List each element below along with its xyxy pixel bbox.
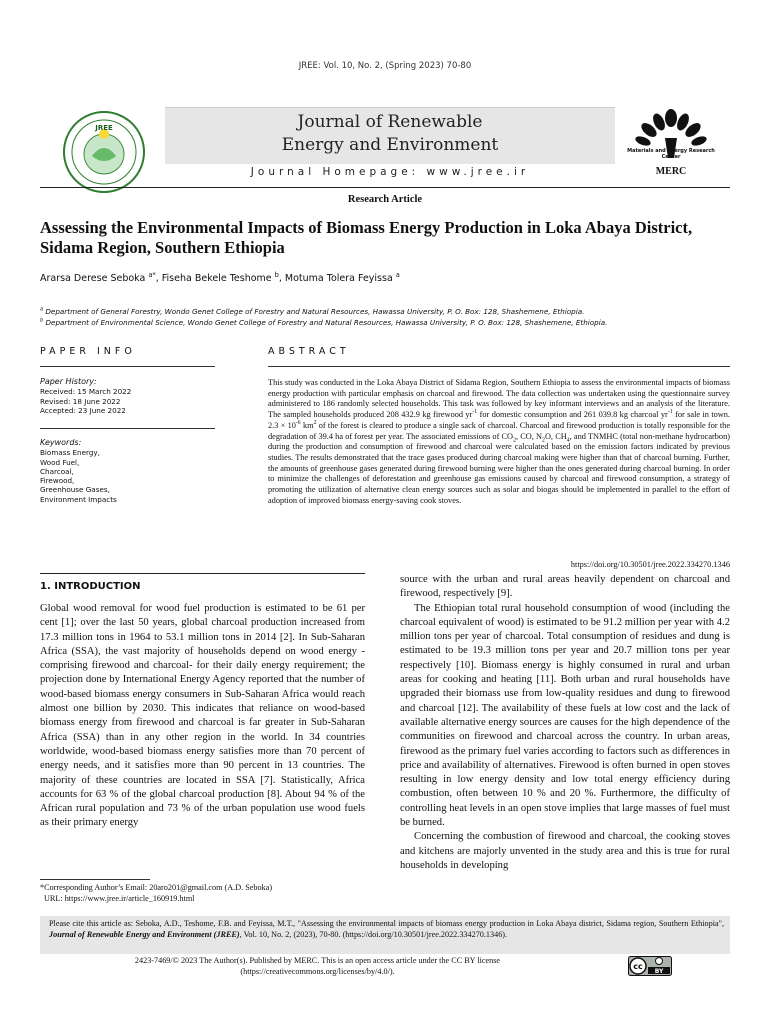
paper-info-heading: PAPER INFO [40, 346, 136, 357]
keyword: Environment Impacts [40, 494, 117, 504]
citation-text: Please cite this article as: Seboka, A.D., Teshome, F.B. and Feyissa, M.T., "Assessing the environmental impacts of biomass energy production in Loka Abaya district, Sidama region, Southern Ethiopia", Journal of Renewable Energy and Environment (JREE), Vol. 10, No. 2, (2023), 70-80. (https://doi.org/10.30501/jree.2022.334270.1346). [49, 919, 724, 939]
cc-by-license-icon[interactable] [628, 956, 672, 976]
keyword: Biomass Energy, [40, 448, 100, 458]
intro-right-column [400, 573, 730, 873]
doi-link[interactable]: https://doi.org/10.30501/jree.2022.334270.1346 [570, 560, 730, 569]
journal-title-line1: Journal of Renewable [297, 112, 483, 132]
merc-logo-text: Materials and Energy Research Center [627, 148, 715, 160]
article-title: Assessing the Environmental Impacts of Biomass Energy Production in Loka Abaya District, Sidama Region, Southern Ethiopia [40, 218, 693, 257]
affiliation-text: Department of Environmental Science, Wondo Genet College of Forestry and Natural Resources, Hawassa University, P. O. Box: 128, Shashemene, Ethiopia. [43, 318, 608, 327]
keyword: Greenhouse Gases, [40, 485, 110, 495]
author-list [40, 270, 730, 284]
footnote-rule [40, 879, 150, 880]
license-text [40, 955, 595, 977]
keywords-heading: Keywords: [40, 438, 82, 447]
footnote [40, 882, 370, 904]
author-name: Ararsa Derese Seboka [40, 273, 149, 284]
journal-seal-icon [62, 110, 146, 194]
license-line: 2423-7469/© 2023 The Author(s). Published by MERC. This is an open access article under the CC BY license [134, 956, 501, 965]
author-sup: a* [148, 270, 156, 279]
abstract-rule [268, 366, 730, 367]
svg-text:BY: BY [654, 968, 664, 975]
accepted-date: Accepted: 23 June 2022 [40, 405, 126, 415]
history-rule [40, 428, 215, 429]
publisher-label: MERC [655, 166, 687, 177]
journal-title-line2: Energy and Environment [281, 135, 499, 155]
paragraph: source with the urban and rural areas heavily dependent on charcoal and firewood, respectively [9]. [400, 574, 730, 600]
revised-date: Revised: 18 June 2022 [40, 396, 121, 406]
author-name: , Motuma Tolera Feyissa [278, 273, 396, 284]
affiliation-a [40, 307, 730, 316]
affiliation-b [40, 318, 730, 327]
svg-text:cc: cc [633, 962, 643, 971]
keyword: Wood Fuel, [40, 457, 80, 467]
paper-info-rule [40, 366, 215, 367]
running-header: JREE: Vol. 10, No. 2, (Spring 2023) 70-80 [298, 61, 472, 71]
seal-text: JREE [95, 124, 113, 132]
intro-rule [40, 573, 365, 574]
affiliation-text: Department of General Forestry, Wondo Genet College of Forestry and Natural Resources, Hawassa University, P. O. Box: 128, Shashemene, Ethiopia. [43, 307, 585, 316]
abstract-heading: ABSTRACT [268, 346, 350, 357]
keyword: Firewood, [40, 476, 75, 486]
history-heading: Paper History: [40, 377, 97, 386]
header-rule [40, 187, 730, 188]
author-name: , Fiseha Bekele Teshome [155, 273, 275, 284]
corresponding-email[interactable]: *Corresponding Author’s Email: 20aro201@gmail.com (A.D. Seboka) [40, 883, 273, 892]
author-sup: a [395, 270, 400, 279]
article-type: Research Article [347, 194, 423, 205]
affiliation-sup: a [40, 306, 44, 313]
author-sup: b [274, 270, 279, 279]
intro-left-column [40, 602, 365, 831]
keywords-block [40, 438, 215, 504]
received-date: Received: 15 March 2022 [40, 387, 132, 397]
intro-heading: 1. INTRODUCTION [40, 581, 141, 592]
paper-history [40, 377, 215, 415]
keyword: Charcoal, [40, 466, 74, 476]
paragraph: The Ethiopian total rural household consumption of wood (including the charcoal equivalent of wood) is estimated to be 91.2 million per year with 4.2 million tons per year of charcoal. Total consumption of residues and dung is estimated to be 19.3 million tons per year and 20.7 million tons per year respectively [10]. Biomass energy is highly consumed in rural and urban areas for cooking and heating [11]. Both urban and rural households have upgraded their biomass use from low-quality residues and dung to firewood and charcoal [12]. The availability of these fuels at low cost and the lack of available alternative energy sources are causes for the high dependence of the communities on firewood and charcoal across the country. In urban areas, firewood as the primary fuel varies according to factors such as differences in price and availability of alternatives. Firewood is often burned in open stoves resulting in low energy density and low total energy efficiency during combustion, often between 10 % and 20 %. Furthermore, the difficulty of controlling heat levels in an open stove implies that large masses of fuel must be burned. [400, 602, 730, 829]
abstract-text: This study was conducted in the Loka Abaya District of Sidama Region, Southern Ethiopia to assess the environmental impacts of biomass energy production with particular emphasis on charcoal and firewood. The data collection was undertaken using the questionnaire survey administered to 186 randomly selected households. This task was followed by key informant interviews and an analysis of the literature. The sampled households produced 208 432.9 kg firewood $yr^{-1}$ for domestic consumption and 261 039.8 kg charcoal $yr^{-1}$ for sale in town. $2.3 \times 10^{-6}$ $km^2$ of the forest is cleared to produce a single sack of charcoal. Charcoal and firewood production is totally responsible for the degradation of 39.4 ha of forest per year. The associated emissions of $CO_2$, CO, $N_2O$, $CH_4$, and TNMHC (total non-methane hydrocarbon) during the production and consumption of firewood and charcoal were calculated based on the emission factors indicated by previous studies. The results demonstrated that the trace gases produced during charcoal making were higher than that of charcoal burning. Further, the amounts of greenhouse gases generated during firewood burning were higher than the ones generated during charcoal burning. In order to minimize the challenges of deforestation and greenhouse gas emissions caused by charcoal and firewood consumption, a strategy of promoting the utilization of alternative clean energy sources such as solar and biogas should be implemented in parallel to the effort of adoption of improved biomass energy-saving cook stoves. [268, 378, 731, 505]
license-link[interactable]: (https://creativecommons.org/licenses/by/4.0/). [240, 967, 395, 976]
article-url[interactable]: URL: https://www.jree.ir/article_160919.html [44, 894, 195, 903]
journal-title [165, 111, 615, 157]
paragraph: Global wood removal for wood fuel production is estimated to be 61 per cent [1]; over the last 50 years, global charcoal production increased from 17.3 million tons in 1964 to 53.1 million tons in 2014 [2]. In Sub-Saharan Africa (SSA), the vast majority of households depend on wood energy -comprising firewood and charcoal- for their daily energy requirement; the projection done by International Energy Agency reported that the number of wood-based biomass energy consumers in Sub-Saharan Africa would reach almost one billion by 2030. This indicates that reliance on wood-based biomass energy from firewood and charcoal is far greater in Sub-Saharan Africa (SSA) than in any other region in the world. In 34 countries worldwide, wood-based biomass energy satisfies more than 70 percent of energy needs, and it satisfies more than 90 percent in 13 countries. The majority of these countries are located in SSA [7]. Statistically, Africa accounts for 63 % of the global charcoal production [8]. About 94 % of the African rural population and 73 % of the urban population use wood fuels as their primary energy [40, 603, 365, 829]
affiliation-sup: b [40, 317, 44, 324]
journal-homepage[interactable]: Journal Homepage: www.jree.ir [250, 166, 530, 178]
paragraph: Concerning the combustion of firewood and charcoal, the cooking stoves and kitchens are majorly unvented in the study area and this is true for rural households in developing [400, 831, 730, 871]
